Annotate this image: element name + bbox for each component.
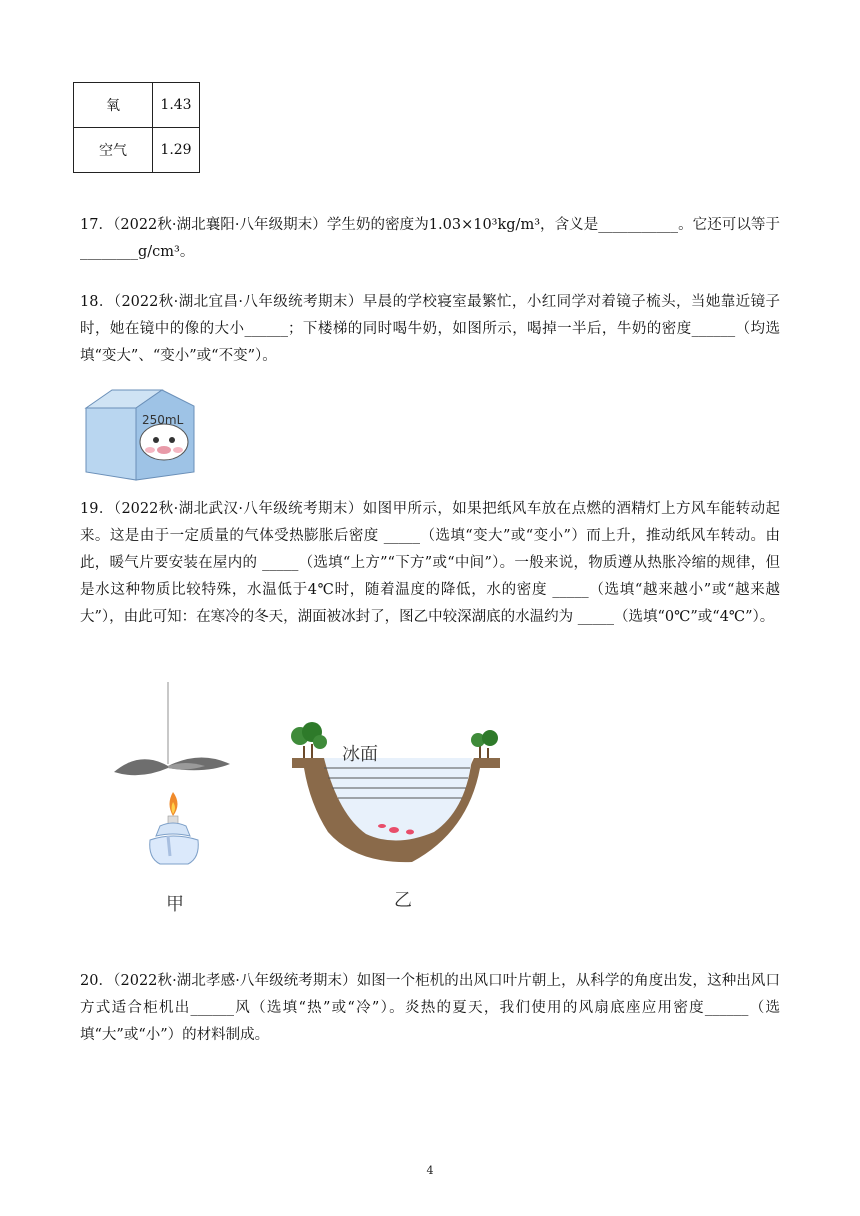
page-number: 4 (426, 1164, 434, 1177)
question-18: 18．（2022秋·湖北宜昌·八年级统考期末）早晨的学校寝室最繁忙，小红同学对着镜子梳头，当她靠近镜子时，她在镜中的像的大小______；下楼梯的同时喝牛奶，如图所示，喝掉一半后，牛奶的密度______（均选填“变大”、“变小”或“不变”）。 (80, 294, 780, 364)
windmill-lamp-figure (110, 680, 240, 880)
question-17: 17．（2022秋·湖北襄阳·八年级期末）学生奶的密度为1.03×10³kg/m³，含义是___________。它还可以等于________g/cm³。 (80, 217, 780, 260)
alcohol-lamp-icon (110, 680, 240, 880)
table-cell-substance: 空气 (74, 128, 153, 173)
question-19: 19．（2022秋·湖北武汉·八年级统考期末）如图甲所示，如果把纸风车放在点燃的酒精灯上方风车能转动起来。这是由于一定质量的气体受热膨胀后密度 _____（选填“变大”或“变小”）而上升，推动纸风车转动。由此，暖气片要安装在屋内的 _____（选填“上方”“下方”或“中间”）。一般来说，物质遵从热胀冷缩的规律，但是水这种物质比较特殊，水温低于4℃时，随着温度的降低，水的密度 _____（选填“越来越小”或“越来越大”），由此可知：在寒冷的冬天，湖面被冰封了，图乙中较深湖底的水温约为 _____（选填“0℃”或“4℃”）。 (80, 501, 780, 625)
table-row (74, 83, 200, 128)
table-cell-density: 1.29 (153, 128, 200, 173)
table-cell-substance: 氧 (74, 83, 153, 128)
figure-label-yi: 乙 (394, 890, 412, 911)
table-row (74, 128, 200, 173)
milk-carton-icon (84, 384, 196, 482)
milk-volume-label: 250mL (142, 413, 184, 427)
density-table (73, 82, 200, 173)
question-20: 20．（2022秋·湖北孝感·八年级统考期末）如图一个柜机的出风口叶片朝上，从科学的角度出发，这种出风口方式适合柜机出______风（选填“热”或“冷”）。炎热的夏天，我们使用的风扇底座应用密度______（选填“大”或“小”）的材料制成。 (80, 973, 780, 1043)
table-cell-density: 1.43 (153, 83, 200, 128)
frozen-lake-figure (284, 714, 506, 864)
milk-carton-figure (84, 384, 196, 482)
figure-label-jia: 甲 (166, 894, 184, 915)
frozen-lake-icon (284, 714, 506, 864)
ice-surface-label: 冰面 (342, 744, 378, 765)
